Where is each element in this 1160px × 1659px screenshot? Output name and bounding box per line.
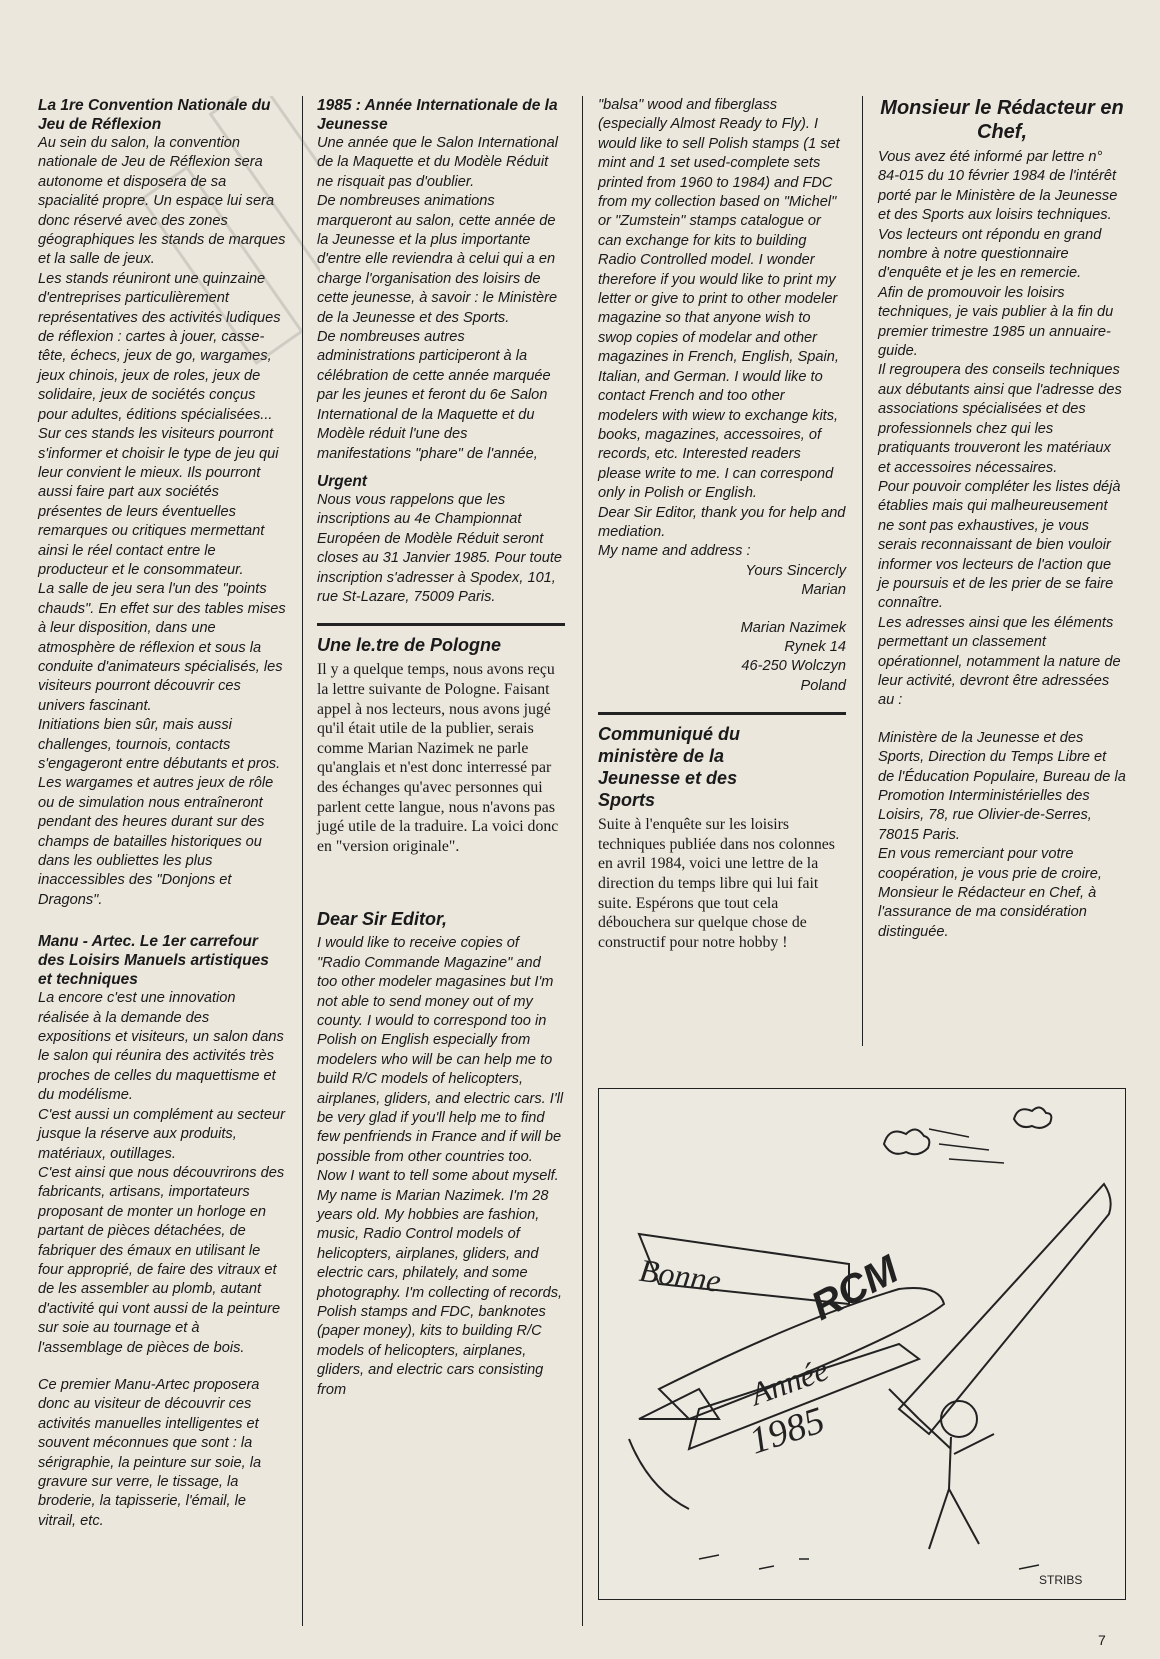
cloud-icon: [1014, 1107, 1051, 1127]
paragraph: C'est aussi un complément au secteur jusque la réserve aux produits, matériaux, outillages.: [38, 1106, 285, 1162]
plane-logo-text: RCM: [804, 1247, 906, 1329]
paragraph: "balsa" wood and fiberglass (especially Almost Ready to Fly). I would like to sell Polish stamps (1 set mint and 1 set used-complete sets printed from 1960 to 1984) and FDC from my collection based on "Michel" or "Zumstein" stamps catalogue or can exchange for kits to building Radio Controlled model. I wonder therefore if you would like to print my letter or give to print to other modeler magazine so that anyone wish to swop copies of modelar and other magazines in French, English, Spain, Italian, and German. I would like to contact French and too other modelers with wiew to exchange kits, books, magazines, accessoires, of records, etc. Interested readers please write to me. I can correspond only in Polish or English.: [598, 97, 840, 502]
heading-redacteur: Monsieur le Rédacteur en Chef,: [880, 97, 1124, 143]
wing-year-text: 1985: [744, 1399, 830, 1463]
paragraph: Ministère de la Jeunesse et des Sports, Direction du Temps Libre et de l'Éducation Populaire, Bureau de la Promotion Interministérielles des Loisirs, 78, rue Olivier-de-Serres, 78015 Paris.: [878, 729, 1126, 843]
paragraph: Initiations bien sûr, mais aussi challenges, tournois, contacts s'engageront entre débutants et pros.: [38, 717, 281, 772]
paragraph: Au sein du salon, la convention nationale de Jeu de Réflexion sera autonome et disposera de sa spacialité propre. Un espace lui sera donc réservé avec des zones géographiques les stands de marques et la salle de jeux.: [38, 135, 286, 268]
heading-annee-jeunesse: 1985 : Année Internationale de la Jeunesse: [317, 97, 558, 133]
paragraph: Vous avez été informé par lettre n° 84-015 du 10 février 1984 de l'intérêt porté par le Ministère de la Jeunesse et des Sports aux loisirs techniques.: [878, 149, 1118, 224]
column-4: [878, 96, 1126, 942]
paragraph: Sur ces stands les visiteurs pourront s'informer et choisir le type de jeu qui leur convient le mieux. Ils pourront aussi faire part aux sociétés présentes de leurs éventuelles remarques ou critiques mermettant ainsi le réel contact entre le producteur et le consommateur.: [38, 426, 279, 578]
artist-signature: STRIBS: [1039, 1573, 1083, 1587]
signature-line: Yours Sincercly: [745, 562, 846, 579]
paragraph: Nous vous rappelons que les inscriptions au 4e Championnat Européen de Modèle Réduit seront closes au 31 Janvier 1985. Pour toute inscription s'adresser à Spodex, 101, rue St-Lazare, 75009 Paris.: [317, 491, 563, 605]
heading-manu-artec: Manu - Artec. Le 1er carrefour des Loisirs Manuels artistiques et techniques: [38, 933, 269, 989]
cartoon-illustration: [598, 1088, 1126, 1600]
paragraph: En vous remerciant pour votre coopération, je vous prie de croire, Monsieur le Rédacteur en Chef, à l'assurance de ma considération distinguée.: [878, 846, 1102, 940]
paragraph: Now I want to tell some about myself. My name is Marian Nazimek. I'm 28 years old. My hobbies are fashion, music, Radio Control models of helicopters, airplanes, gliders, and electric cars, philately, and some photography. I'm collecting of records, Polish stamps and FDC, banknotes (paper money), kits to building R/C models of helicopters, airplanes, gliders, and electric cars consisting from: [317, 1168, 563, 1398]
address-line: 46-250 Wolczyn: [741, 658, 846, 675]
paragraph: I would like to receive copies of "Radio Commande Magazine" and too other modeler magasines but I'm not able to send money out of my county. I would to correspond too in Polish on English especially from modelers who will be can help me to build R/C models of helicopters, airplanes, gliders, and electric cars. I'll be very glad if you'll help me to find few penfriends in France and if will be possible from other countries too.: [317, 935, 564, 1165]
column-rule: [582, 96, 583, 1626]
section-divider: [317, 623, 565, 626]
pilot-head-icon: [941, 1401, 977, 1437]
paragraph: De nombreuses animations marqueront au salon, cette année de la Jeunesse et la plus importante d'entre elle reviendra à celui qui a en charge l'organisation des loisirs de cette jeunesse, à savoir : le Ministère de la Jeunesse et des Sports.: [317, 193, 558, 326]
paragraph: Afin de promouvoir les loisirs techniques, je vais publier à la fin du premier trimestre 1985 un annuaire-guide.: [878, 284, 1114, 360]
heading-communique: Communiqué du ministère de la Jeunesse et des Sports: [598, 724, 740, 811]
cartoon-drawing: [599, 1089, 1124, 1598]
paragraph: Vos lecteurs ont répondu en grand nombre à notre questionnaire d'enquête et je les en remercie.: [878, 226, 1102, 282]
heading-lettre-pologne: Une le.tre de Pologne: [317, 635, 502, 656]
address-line: Poland: [800, 677, 846, 694]
column-2: [317, 96, 565, 1400]
paragraph: Pour pouvoir compléter les listes déjà établies mais qui malheureusement ne sont pas exhaustives, je vous serais reconnaissant de bien vouloir informer vos lecteurs de l'action que je poursuis et de les prier de se faire connaître.: [878, 478, 1121, 612]
cloud-icon: [884, 1129, 929, 1154]
wing-greeting-text: Bonne: [637, 1251, 724, 1299]
paragraph: Une année que le Salon International de la Maquette et du Modèle Réduit ne risquait pas d'oublier.: [317, 135, 558, 190]
paragraph: My name and address :: [598, 543, 751, 560]
paragraph: Ce premier Manu-Artec proposera donc au visiteur de découvrir ces activités manuelles intelligentes et souvent méconnues que sont : la sérigraphie, la peinture sur soie, la gravure sur verre, le tissage, la broderie, la tapisserie, l'émail, le vitrail, etc.: [38, 1376, 262, 1529]
wing-greeting-text: Année: [745, 1350, 833, 1413]
column-3: [598, 96, 846, 952]
signature-line: Marian: [801, 582, 846, 599]
paragraph: Les wargames et autres jeux de rôle ou de simulation nous entraîneront pendant des heures durant sur des champs de batailles historiques ou dans les oubliettes les plus inaccessibles des "Donjons et Dragons".: [38, 775, 274, 908]
library-stamp-mark: [80, 96, 320, 416]
heading-convention: La 1re Convention Nationale du Jeu de Réflexion: [38, 97, 271, 133]
heading-urgent: Urgent: [317, 472, 367, 490]
heading-dear-sir: Dear Sir Editor,: [317, 909, 448, 930]
plane-fuselage-icon: [659, 1288, 944, 1419]
paragraph: Suite à l'enquête sur les loisirs techniques publiée dans nos colonnes en avril 1984, voici une lettre de la direction du temps libre qui lui fait suite. Espérons que tout cela débouchera sur quelque chose de constructif pour notre hobby !: [598, 816, 835, 951]
paragraph: De nombreuses autres administrations participeront à la célébration de cette année marquée par les jeunes et feront du 6e Salon International de la Maquette et du Modèle réduit l'une des manifestations "phare" de l'année,: [317, 329, 551, 462]
address-line: Rynek 14: [784, 638, 846, 655]
paragraph: Il regroupera des conseils techniques aux débutants ainsi que l'adresse des associations spécialisées et des professionnels chez qui les pratiquants trouveront les matériaux et accessoires nécessaires.: [878, 362, 1122, 476]
address-line: Marian Nazimek: [740, 619, 846, 636]
section-divider: [598, 712, 846, 715]
paragraph: Les adresses ainsi que les éléments permettant un classement opérationnel, notamment la nature de leur activité, devront être adressées au :: [878, 614, 1121, 709]
paragraph: Il y a quelque temps, nous avons reçu la lettre suivante de Pologne. Faisant appel à nos lecteurs, nous avons jugé qu'il était utile de la publier, serais comme Marian Nazimek ne parle qu'anglais et n'est donc interressé par des échanges qu'avec personnes qui parlent cette langue, nous n'avons pas jugé utile de la traduire. La voici donc en "version originale".: [317, 661, 559, 855]
paragraph: C'est ainsi que nous découvrirons des fabricants, artisans, importateurs proposant de monter un horloge en partant de pièces détachées, de fabriquer des émaux en utilisant le four approprié, de faire des vitraux et de les assembler au plomb, autant d'activité qui vont aussi de la peinture sur soie au tournage et à l'assemblage de pièces de bois.: [38, 1164, 285, 1356]
paragraph: La salle de jeu sera l'un des "points chauds". En effet sur des tables mises à leur disposition, dans une atmosphère de réflexion et sous la conduite d'animateurs spécialisés, les visiteurs pourront découvrir ces univers fascinant.: [38, 581, 286, 714]
page-number: 7: [1098, 1632, 1106, 1648]
plane-wing-icon: [899, 1184, 1111, 1434]
paragraph: La encore c'est une innovation réalisée à la demande des expositions et visiteurs, un salon dans le salon qui réunira des activités très proches de celles du maquettisme et du modélisme.: [38, 990, 284, 1104]
paragraph: Dear Sir Editor, thank you for help and mediation.: [598, 504, 846, 540]
paragraph: Les stands réuniront une quinzaine d'entreprises particulièrement représentatives des activités ludiques de réflexion : cartes à jouer, casse-tête, échecs, jeux de go, wargames, jeux chinois, jeux de roles, jeux de solidaire, jeux de sociétés conçus pour adultes, éditions spécialisées...: [38, 270, 281, 423]
column-rule: [862, 96, 863, 1046]
